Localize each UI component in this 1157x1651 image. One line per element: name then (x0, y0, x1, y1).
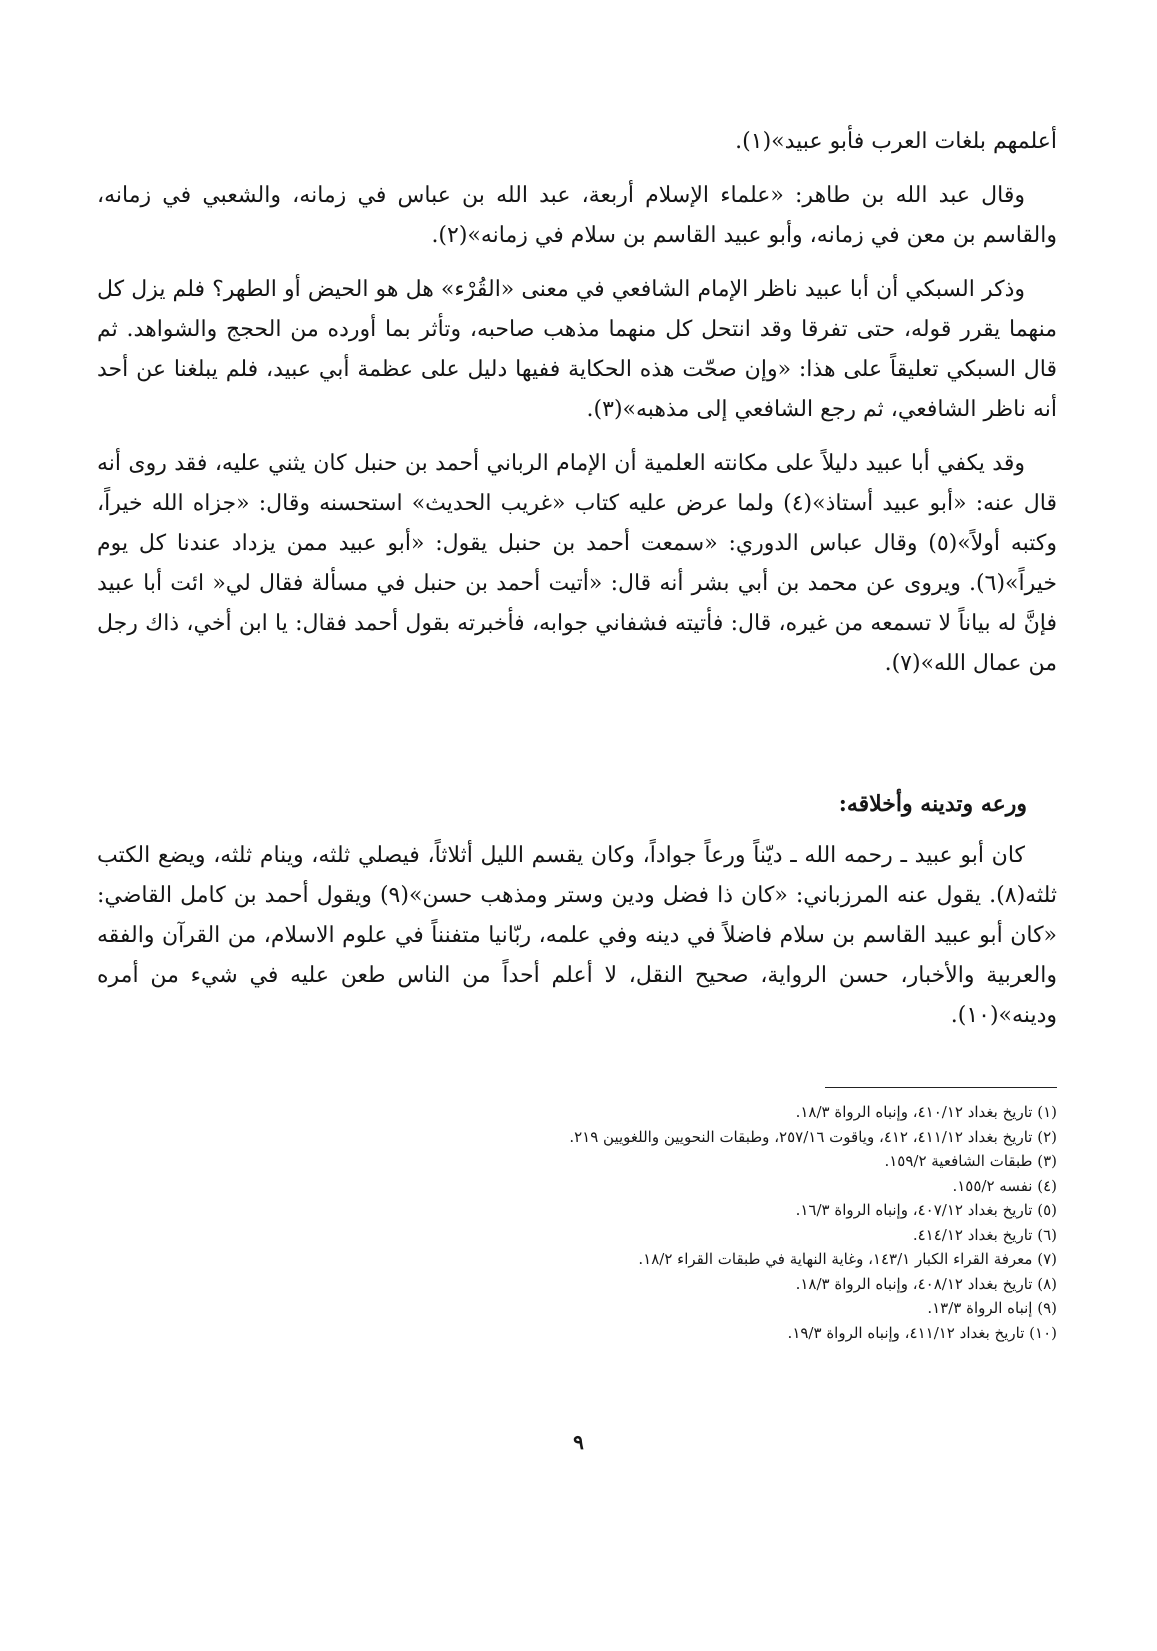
main-text-bottom (97, 836, 1057, 1036)
footnotes-list (97, 1100, 1057, 1345)
paragraph-1: أعلمهم بلغات العرب فأبو عبيد»(١). (735, 129, 1057, 154)
paragraph-5: كان أبو عبيد ـ رحمه الله ـ ديّناً ورعاً جواداً، وكان يقسم الليل أثلاثاً، فيصلي ثلثه، وينام ثلثه، ويضع الكتب ثلثه(٨). يقول عنه المرزباني: «كان ذا فضل ودين وستر ومذهب حسن»(٩) ويقول أحمد بن كامل القاضي: «كان أبو عبيد القاسم بن سلام فاضلاً في دينه وفي علمه، ربّانيا متفنناً في علوم الاسلام، من القرآن والفقه والعربية والأخبار، حسن الرواية، صحيح النقل، لا أعلم أحداً من الناس طعن عليه في شيء من أمره ودينه»(١٠). (97, 843, 1057, 1028)
footnote-2: (٢) تاريخ بغداد ٤١١/١٢، ٤١٢، وياقوت ٢٥٧/١٦، وطبقات النحويين واللغويين ٢١٩. (569, 1127, 1057, 1146)
footnote-4: (٤) نفسه ١٥٥/٢. (952, 1176, 1057, 1195)
footnote-1: (١) تاريخ بغداد ٤١٠/١٢، وإنباه الرواة ١٨/٣. (795, 1103, 1057, 1121)
section-heading: ورعه وتدينه وأخلاقه: (838, 791, 1027, 817)
paragraph-2: وقال عبد الله بن طاهر: «علماء الإسلام أربعة، عبد الله بن عباس في زمانه، والشعبي في زمانه، والقاسم بن معن في زمانه، وأبو عبيد القاسم بن سلام في زمانه»(٢). (97, 183, 1057, 248)
page-number: ٩ (573, 1430, 584, 1454)
footnote-8: (٨) تاريخ بغداد ٤٠٨/١٢، وإنباه الرواة ١٨/٣. (795, 1274, 1057, 1293)
footnote-6: (٦) تاريخ بغداد ٤١٤/١٢. (912, 1225, 1057, 1244)
footnote-10: (١٠) تاريخ بغداد ٤١١/١٢، وإنباه الرواة ١٩/٣. (787, 1323, 1057, 1342)
main-text-top (97, 122, 1057, 684)
footnote-7: (٧) معرفة القراء الكبار ١٤٣/١، وغاية النهاية في طبقات القراء ١٨/٢. (638, 1250, 1057, 1268)
paragraph-4: وقد يكفي أبا عبيد دليلاً على مكانته العلمية أن الإمام الرباني أحمد بن حنبل كان يثني عليه، فقد روى أنه قال عنه: «أبو عبيد أستاذ»(٤) ولما عرض عليه كتاب «غريب الحديث» استحسنه وقال: «جزاه الله خيراً، وكتبه أولاً»(٥) وقال عباس الدوري: «سمعت أحمد بن حنبل يقول: «أبو عبيد ممن يزداد عندنا كل يوم خيراً»(٦). ويروى عن محمد بن أبي بشر أنه قال: «أتيت أحمد بن حنبل في مسألة فقال لي« ائت أبا عبيد فإنَّ له بياناً لا تسمعه من غيره، قال: فأتيته فشفاني جوابه، فأخبرته بقول أحمد فقال: يا ابن أخي، ذاك رجل من عمال الله»(٧). (97, 451, 1058, 676)
paragraph-3: وذكر السبكي أن أبا عبيد ناظر الإمام الشافعي في معنى «القُرْء» هل هو الحيض أو الطهر؟ فلم يزل كل منهما يقرر قوله، حتى تفرقا وقد انتحل كل منهما مذهب صاحبه، وتأثر بما أورده من الحجج والشواهد. ثم قال السبكي تعليقاً على هذا: «وإن صحّت هذه الحكاية ففيها دليل على عظمة أبي عبيد، فلم يبلغنا عن أحد أنه ناظر الشافعي، ثم رجع الشافعي إلى مذهبه»(٣). (97, 277, 1057, 422)
footnote-divider (825, 1087, 1057, 1088)
footnote-9: (٩) إنباه الرواة ١٣/٣. (927, 1299, 1057, 1317)
footnote-5: (٥) تاريخ بغداد ٤٠٧/١٢، وإنباه الرواة ١٦/٣. (795, 1201, 1057, 1219)
footnote-3: (٣) طبقات الشافعية ١٥٩/٢. (884, 1152, 1057, 1170)
